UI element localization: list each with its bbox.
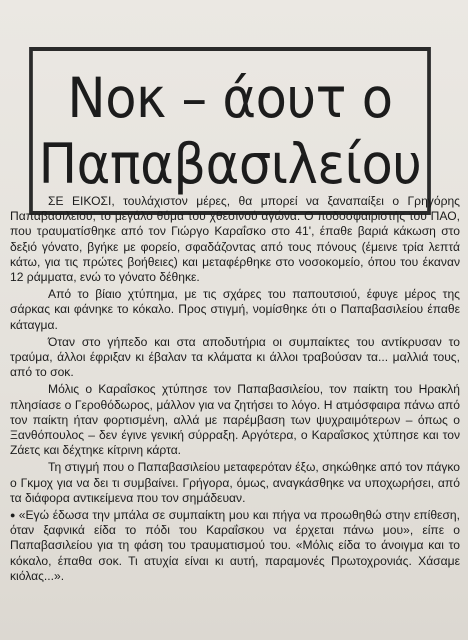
article-body	[10, 194, 460, 634]
headline-line-2: Παπαβασιλείου	[38, 131, 422, 196]
article-paragraph: Μόλις ο Καραΐσκος χτύπησε τον Παπαβασιλείου, τον παίκτη του Ηρακλή πλησίασε ο Γεροθόδωρος, μάλλον για να ζητήσει το λόγο. Η ατμόσφαιρα πάνω από τον παίκτη ήταν φορτισμένη, αλλά με παρέμβαση των ψυχραιμότερων – όπως ο Ξανθόπουλος – δεν έγινε γενική σύρραξη. Αργότερα, ο Καραΐσκος χτύπησε και τον Ζάετς και δέχτηκε κίτρινη κάρτα.	[10, 382, 460, 458]
bullet-icon: ●	[10, 510, 16, 521]
article-paragraph: Τη στιγμή που ο Παπαβασιλείου μεταφερόταν έξω, σηκώθηκε από τον πάγκο ο Γκμοχ για να δει τι συμβαίνει. Γρήγορα, όμως, αναγκάσθηκε να υποχωρήσει, από τα διάφορα αντικείμενα που τον σημάδευαν.	[10, 460, 460, 505]
headline-box	[29, 47, 431, 215]
article-paragraph: Από το βίαιο χτύπημα, με τις σχάρες του παπουτσιού, έφυγε μέρος της σάρκας και φάνηκε το κόκαλο. Προς στιγμή, νομίσθηκε ότι ο Παπαβασιλείου έπαθε κάταγμα.	[10, 287, 460, 332]
quote-text: «Εγώ έδωσα την μπάλα σε συμπαίκτη μου και πήγα να προωθηθώ στην επίθεση, όταν ξαφνικά είδα το πόδι του Καραΐσκου να έρχεται πάνω μου», είπε ο Παπαβασιλείου για τη φάση του τραυματισμού του. «Μόλις είδα το άνοιγμα και το κόκαλο, έπαθα σοκ. Τι ατυχία είναι κι αυτή, παραμονές Πρωτοχρονιάς. Χάσαμε κιόλας...».	[10, 508, 460, 583]
quote-paragraph	[10, 508, 460, 584]
headline-line-1: Νοκ – άουτ ο	[67, 65, 393, 130]
article-paragraph: Όταν στο γήπεδο και στα αποδυτήρια οι συμπαίκτες του αντίκρυσαν το τραύμα, άλλοι έφριξαν κι έβαλαν τα κλάματα κι άλλοι τραβούσαν τα... μαλλιά τους, από το σοκ.	[10, 334, 460, 380]
article-paragraph: ΣΕ ΕΙΚΟΣΙ, τουλάχιστον μέρες, θα μπορεί να ξαναπαίξει ο Γρηγόρης Παπαβασιλείου, το μεγάλο θύμα του χθεσινού αγώνα. Ο ποδοσφαιριστής του ΠΑΟ, που τραυματίσθηκε από τον Γιώργο Καραΐσκο στο 41', έπαθε βαριά κάκωση στο δεξιό γόνατο, βγήκε με φορείο, σφαδάζοντας από τους πόνους (έμεινε τρία λεπτά κάτω, για τις πρώτες βοήθειες) και μεταφέρθηκε στο νοσοκομείο, όπου του έκαναν 12 ράμματα, ενώ το γόνατο δέθηκε.	[10, 194, 460, 285]
